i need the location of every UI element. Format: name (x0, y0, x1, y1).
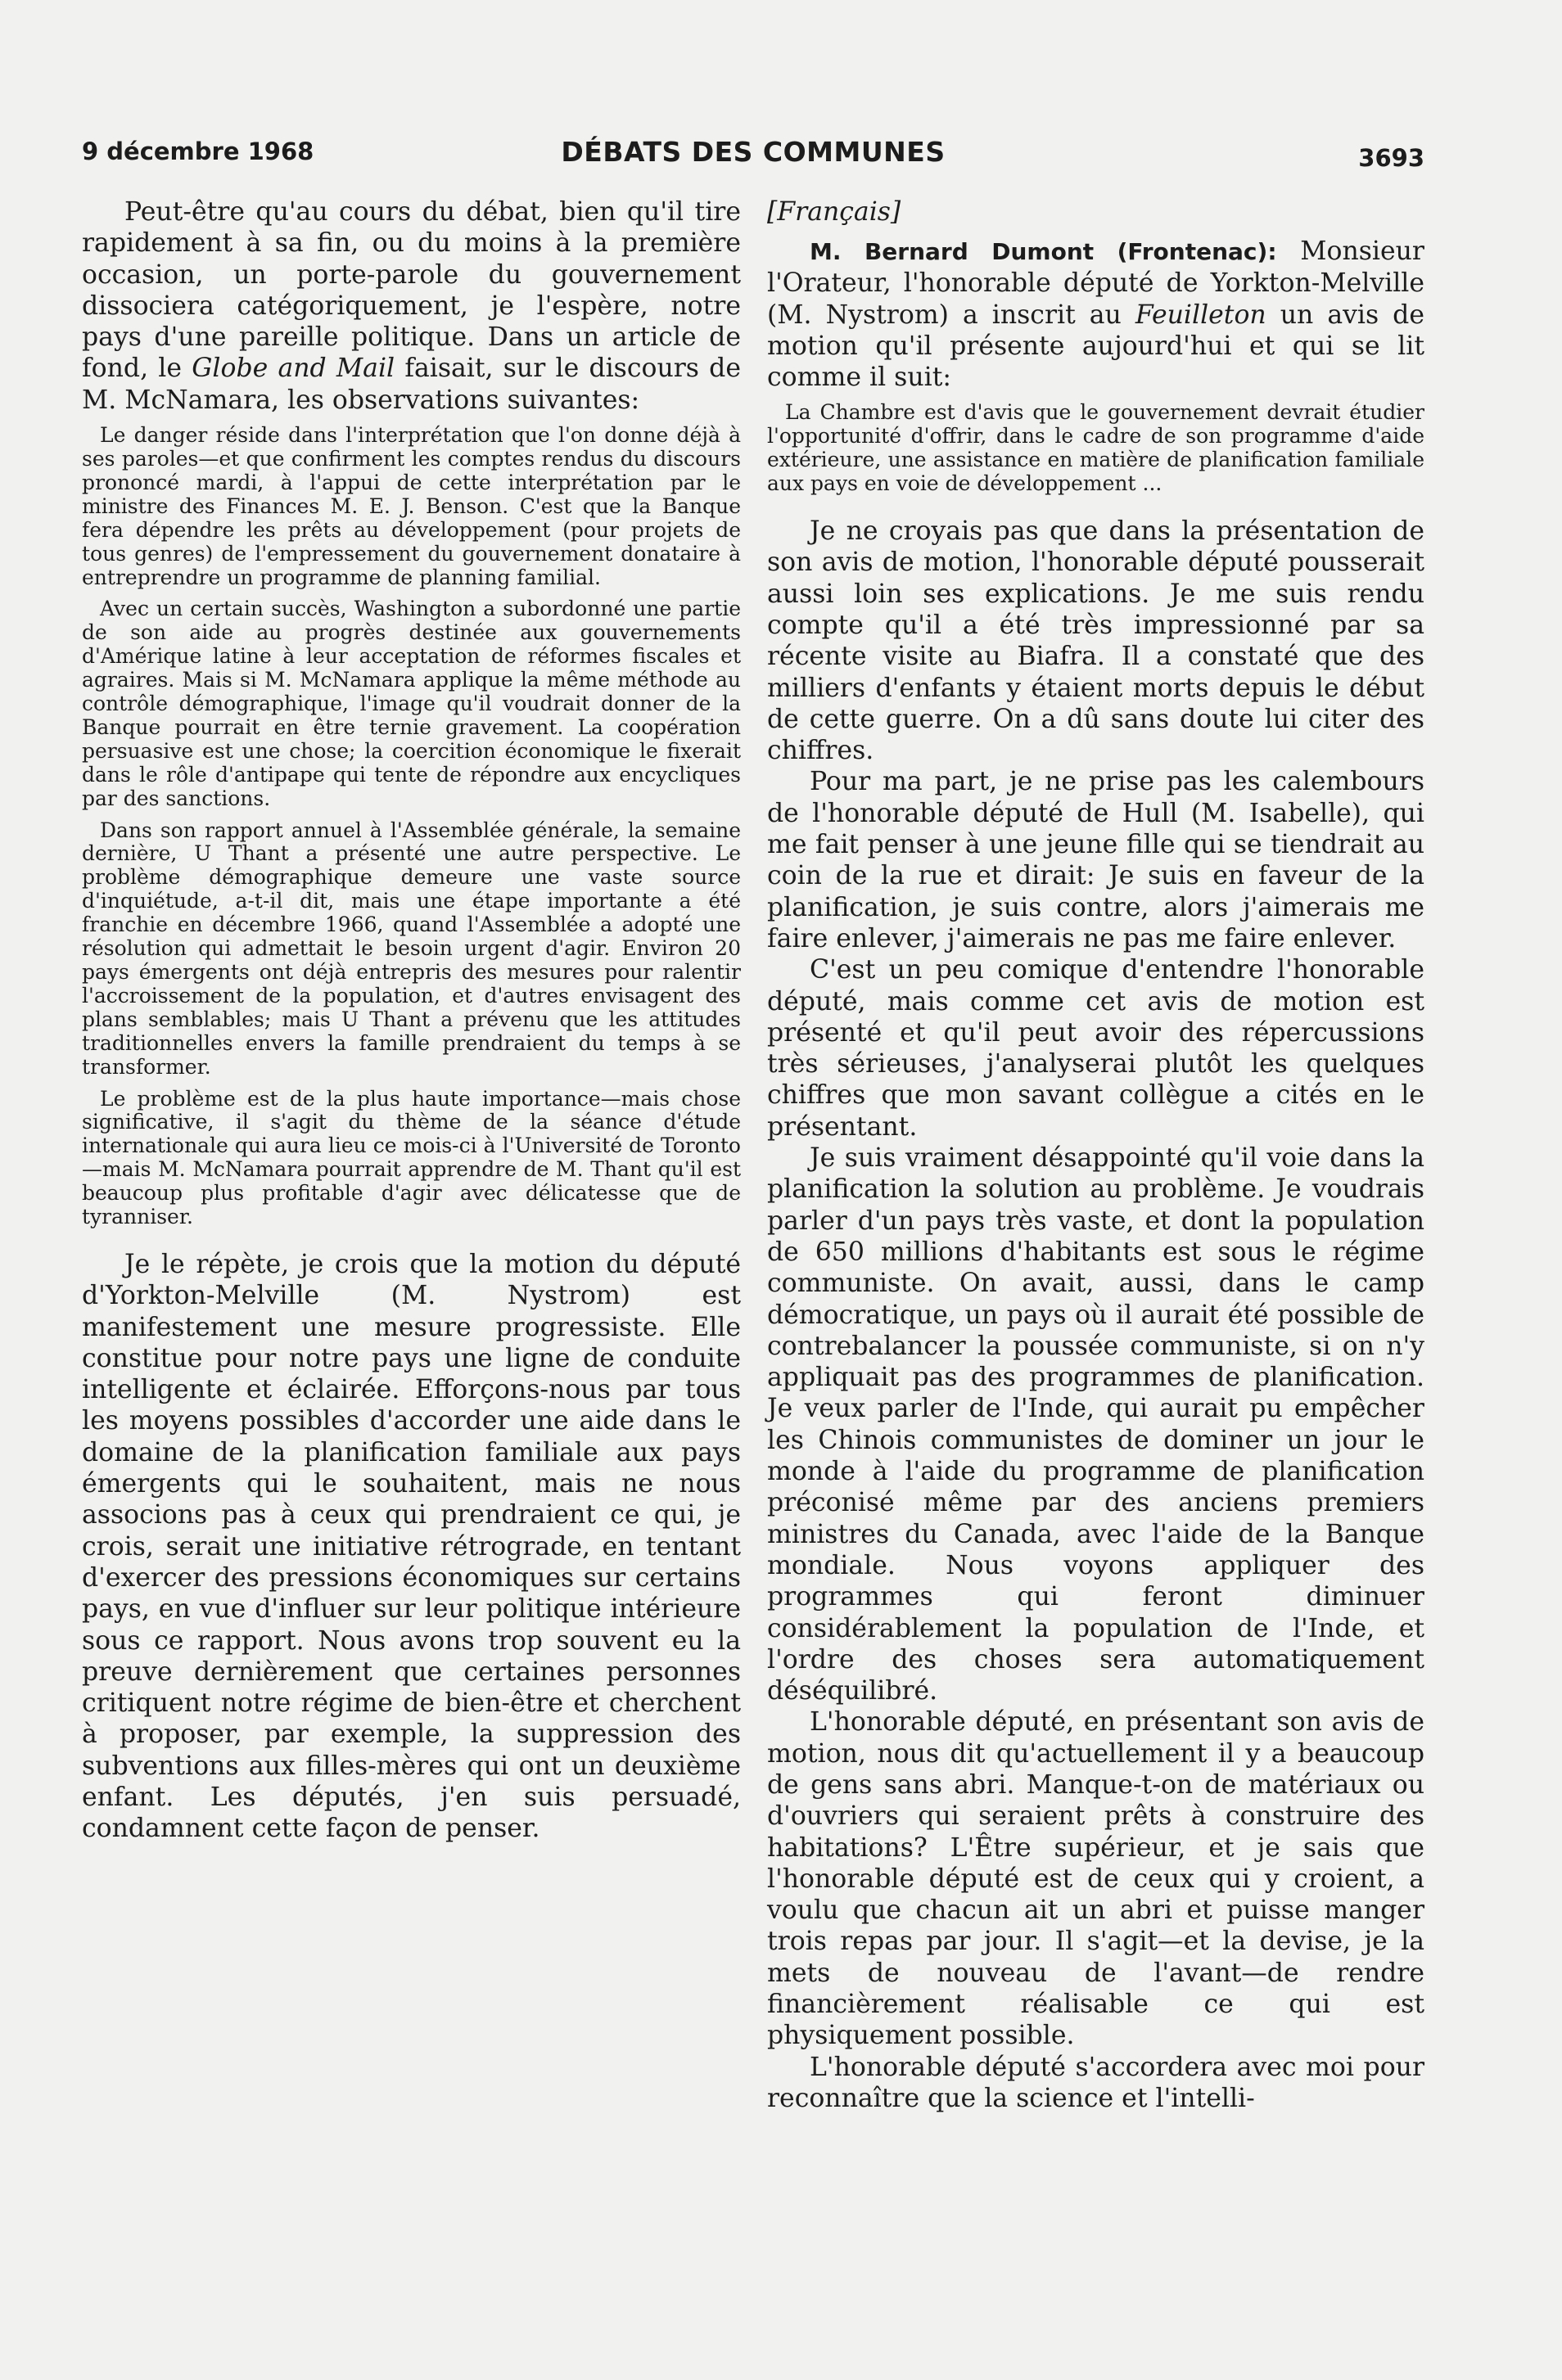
text-run: faisait, sur le discours de M. McNamara, les observations suivantes: (82, 354, 741, 415)
speaker-name: M. Bernard Dumont (Frontenac): (810, 238, 1277, 265)
language-tag: [Français] (767, 197, 901, 227)
newspaper-name: Globe and Mail (192, 354, 395, 384)
quotation-paragraph: Dans son rapport annuel à l'Assemblée générale, la semaine dernière, U Thant a présenté une autre perspective. Le problème démographique demeure une vaste source d'inquiétude, a-t-il dit, mais une étape importante a été franchie en décembre 1966, quand l'Assemblée a adopté une résolution qui admettait le besoin urgent d'agir. Environ 20 pays émergents ont déjà entrepris des mesures pour ralentir l'accroissement de la population, et d'autres envisagent des plans semblables; mais U Thant a prévenu que les attitudes traditionnelles envers la famille prendraient du temps à se transformer. (82, 818, 741, 1079)
paragraph: Je ne croyais pas que dans la présentation de son avis de motion, l'honorable député pousserait aussi loin ses explications. Je me suis rendu compte qu'il a été très impressionné par sa récente visite au Biafra. Il a constaté que des milliers d'enfants y étaient morts depuis le début de cette guerre. On a dû sans doute lui citer des chiffres. (767, 516, 1424, 766)
header-title: DÉBATS DES COMMUNES (561, 136, 946, 168)
paragraph (767, 236, 1424, 393)
paragraph: L'honorable député s'accordera avec moi pour reconnaître que la science et l'intelli- (767, 2052, 1424, 2113)
text-run: Monsieur l'Orateur, l'honorable député de Yorkton-Melville (M. Nystrom) a inscrit au (767, 237, 1424, 330)
paragraph: Pour ma part, je ne prise pas les calembours de l'honorable député de Hull (M. Isabelle), qui me fait penser à une jeune fille qui se tiendrait au coin de la rue et dirait: Je suis en faveur de la planification, je suis contre, alors j'aimerais me faire enlever, j'aimerais ne pas me faire enlever. (767, 767, 1424, 953)
feuilleton-term: Feuilleton (1135, 300, 1266, 330)
motion-quotation: La Chambre est d'avis que le gouvernement devrait étudier l'opportunité d'offrir, dans le cadre de son programme d'aide extérieure, une assistance en matière de planification familiale aux pays en voie de développement ... (767, 400, 1424, 496)
quotation-paragraph: Le problème est de la plus haute importance—mais chose significative, il s'agit du thème de la séance d'étude internationale qui aura lieu ce mois-ci à l'Université de Toronto—mais M. McNamara pourrait apprendre de M. Thant qu'il est beaucoup plus profitable d'agir avec délicatesse que de tyranniser. (82, 1086, 741, 1229)
paragraph: Je le répète, je crois que la motion du député d'Yorkton-Melville (M. Nystrom) est manifestement une mesure progressiste. Elle constitue pour notre pays une ligne de conduite intelligente et éclairée. Efforçons-nous par tous les moyens possibles d'accorder une aide dans le domaine de la planification familiale aux pays émergents qui le souhaitent, mais ne nous associons pas à ceux qui prendraient ce qui, je crois, serait une initiative rétrograde, en tentant d'exercer des pressions économiques sur certains pays, en vue d'influer sur leur politique intérieure sous ce rapport. Nous avons trop souvent eu la preuve dernièrement que certaines personnes critiquent notre régime de bien-être et cherchent à proposer, par exemple, la suppression des subventions aux filles-mères qui ont un deuxième enfant. Les députés, j'en suis persuadé, condamnent cette façon de penser. (82, 1249, 741, 1844)
left-column (82, 196, 741, 1845)
right-column (767, 196, 1424, 2114)
text-run: un avis de motion qu'il présente aujourd'hui et qui se lit comme il suit: (767, 300, 1424, 393)
quotation-paragraph: Le danger réside dans l'interprétation que l'on donne déjà à ses paroles—et que confirment les comptes rendus du discours prononcé mardi, à l'appui de cette interprétation par le ministre des Finances M. E. J. Benson. C'est que la Banque fera dépendre les prêts au développement (pour projets de tous genres) de l'empressement du gouvernement donataire à entreprendre un programme de planning familial. (82, 423, 741, 589)
page-number: 3693 (1358, 144, 1424, 172)
quotation-paragraph: Avec un certain succès, Washington a subordonné une partie de son aide au progrès destinée aux gouvernements d'Amérique latine à leur acceptation de réformes fiscales et agraires. Mais si M. McNamara applique la même méthode au contrôle démographique, l'image qu'il voudrait donner de la Banque pourrait en être ternie gravement. La coopération persuasive est une chose; la coercition économique le fixerait dans le rôle d'antipape qui tente de répondre aux encycliques par des sanctions. (82, 597, 741, 810)
paragraph: C'est un peu comique d'entendre l'honorable député, mais comme cet avis de motion est présenté et qu'il peut avoir des répercussions très sérieuses, j'analyserai plutôt les quelques chiffres que mon savant collègue a cités en le présentant. (767, 955, 1424, 1142)
page-header (82, 131, 1424, 172)
header-date: 9 décembre 1968 (82, 137, 314, 165)
text-run: Peut-être qu'au cours du débat, bien qu'il tire rapidement à sa fin, ou du moins à la première occasion, un porte-parole du gouvernement dissociera catégoriquement, je l'espère, notre pays d'une pareille politique. Dans un article de fond, le (82, 197, 741, 384)
paragraph (82, 196, 741, 416)
paragraph: L'honorable député, en présentant son avis de motion, nous dit qu'actuellement il y a beaucoup de gens sans abri. Manque-t-on de matériaux ou d'ouvriers qui seraient prêts à construire des habitations? L'Être supérieur, et je sais que l'honorable député est de ceux qui y croient, a voulu que chacun ait un abri et puisse manger trois repas par jour. Il s'agit—et la devise, je la mets de nouveau de l'avant—de rendre financièrement réalisable ce qui est physiquement possible. (767, 1707, 1424, 2051)
paragraph: Je suis vraiment désappointé qu'il voie dans la planification la solution au problème. Je voudrais parler d'un pays très vaste, et dont la population de 650 millions d'habitants est sous le régime communiste. On avait, aussi, dans le camp démocratique, un pays où il aurait été possible de contrebalancer la poussée communiste, si on n'y appliquait pas des programmes de planification. Je veux parler de l'Inde, qui aurait pu empêcher les Chinois communistes de dominer un jour le monde à l'aide du programme de planification préconisé même par des anciens premiers ministres du Canada, avec l'aide de la Banque mondiale. Nous voyons appliquer des programmes qui feront diminuer considérablement la population de l'Inde, et l'ordre des choses sera automatiquement déséquilibré. (767, 1143, 1424, 1706)
